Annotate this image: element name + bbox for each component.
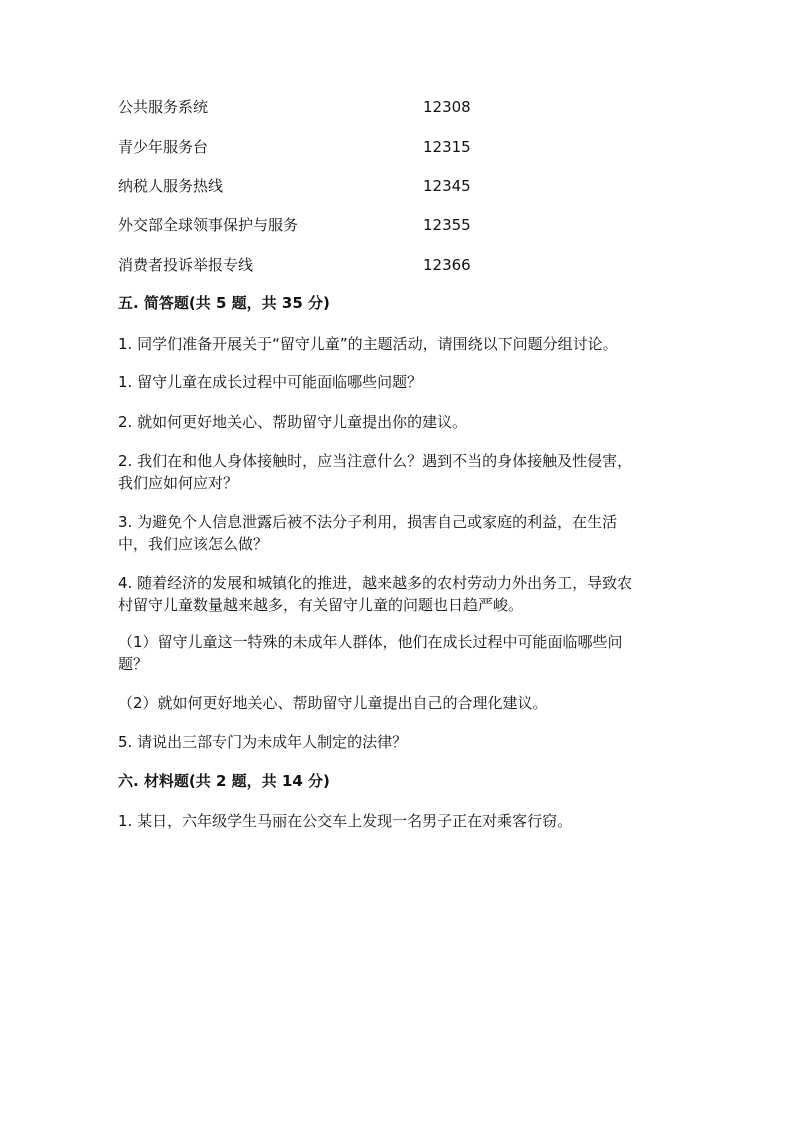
hotline-row [118, 96, 678, 118]
hotline-row [118, 214, 678, 236]
section-heading: 五. 简答题(共 5 题，共 35 分) [118, 294, 330, 312]
question-3-line-1: 3. 为避免个人信息泄露后被不法分子利用，损害自己或家庭的利益，在生活 [118, 513, 618, 531]
question-4-line-2: 村留守儿童数量越来越多，有关留守儿童的问题也日趋严峻。 [118, 596, 524, 614]
hotline-number: 12345 [423, 177, 471, 195]
hotline-row [118, 175, 678, 197]
hotline-name: 公共服务系统 [118, 98, 209, 116]
question-4-sub-1-line-1: （1）留守儿童这一特殊的未成年人群体，他们在成长过程中可能面临哪些问 [118, 633, 623, 651]
hotline-number: 12366 [423, 256, 471, 274]
hotline-number: 12308 [423, 98, 471, 116]
hotline-number: 12355 [423, 216, 471, 234]
question-1-sub-2: 2. 就如何更好地关心、帮助留守儿童提出你的建议。 [118, 413, 468, 431]
question-4-line-1: 4. 随着经济的发展和城镇化的推进，越来越多的农村劳动力外出务工，导致农 [118, 574, 633, 592]
question-2-line-1: 2. 我们在和他人身体接触时，应当注意什么？遇到不当的身体接触及性侵害， [118, 452, 633, 470]
question-1-sub-1: 1. 留守儿童在成长过程中可能面临哪些问题？ [118, 373, 423, 391]
question-4-sub-1-line-2: 题？ [118, 655, 149, 673]
hotline-name: 外交部全球领事保护与服务 [118, 216, 299, 234]
question-4-sub-2: （2）就如何更好地关心、帮助留守儿童提出自己的合理化建议。 [118, 694, 548, 712]
question-5: 5. 请说出三部专门为未成年人制定的法律？ [118, 733, 408, 751]
section-heading: 六. 材料题(共 2 题，共 14 分) [118, 772, 330, 790]
hotline-name: 青少年服务台 [118, 138, 209, 156]
question-3-line-2: 中，我们应该怎么做？ [118, 535, 269, 553]
material-question-1: 1. 某日，六年级学生马丽在公交车上发现一名男子正在对乘客行窃。 [118, 812, 573, 830]
hotline-name: 纳税人服务热线 [118, 177, 224, 195]
hotline-name: 消费者投诉举报专线 [118, 256, 254, 274]
hotline-row [118, 254, 678, 276]
hotline-number: 12315 [423, 138, 471, 156]
question-2-line-2: 我们应如何应对？ [118, 474, 239, 492]
question-1: 1. 同学们准备开展关于“留守儿童”的主题活动，请围绕以下问题分组讨论。 [118, 335, 618, 353]
hotline-row [118, 136, 678, 158]
